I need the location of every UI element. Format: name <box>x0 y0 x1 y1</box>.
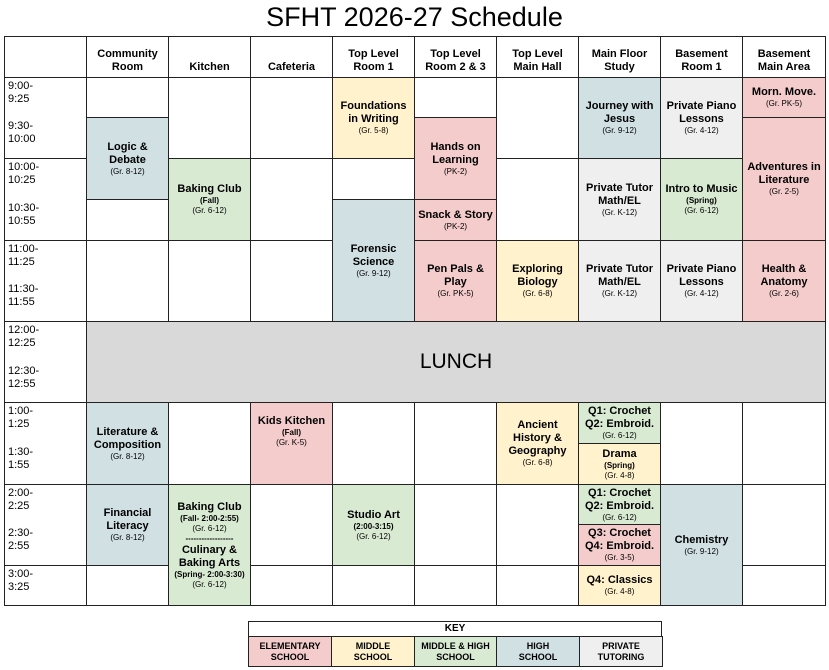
class-block <box>332 199 415 322</box>
class-grade: (PK-2) <box>443 166 468 176</box>
class-block <box>742 240 826 322</box>
key-item: ELEMENTARY SCHOOL <box>248 636 332 667</box>
time-label: 10:00- 10:25 <box>8 161 40 186</box>
room-header <box>578 36 661 78</box>
class-grade: (Gr. 6-8) <box>522 289 553 298</box>
page-title: SFHT 2026-27 Schedule <box>266 2 563 32</box>
time-label: 3:00- 3:25 <box>8 568 34 593</box>
color-key <box>248 621 662 667</box>
class-name: Q4: Classics <box>586 574 653 586</box>
time-label: 2:30- 2:55 <box>8 527 34 552</box>
time-block <box>4 158 87 241</box>
class-note: (Fall- 2:00-2:55) <box>180 513 239 523</box>
room-header-label: Top Level Room 2 & 3 <box>425 48 486 73</box>
empty-slot <box>742 484 826 566</box>
class-name: Q3: Crochet Q4: Embroid. <box>584 527 655 552</box>
class-block <box>250 402 333 485</box>
room-header <box>86 36 169 78</box>
class-block <box>168 484 251 606</box>
room-header-label: Kitchen <box>189 61 230 73</box>
key-title: KEY <box>248 621 662 637</box>
time-label: 2:00- 2:25 <box>8 487 34 512</box>
class-grade: (Gr. K-12) <box>601 289 638 298</box>
class-grade: (Gr. 3-5) <box>604 553 635 562</box>
class-grade: (Gr. 6-12) <box>192 579 227 589</box>
class-grade: (Gr. PK-5) <box>437 289 474 298</box>
time-label: 9:30- 10:00 <box>8 120 36 145</box>
empty-slot <box>660 402 743 485</box>
class-grade: (Gr. 6-12) <box>192 523 227 533</box>
time-block <box>4 321 87 403</box>
room-header-label: Cafeteria <box>267 61 316 73</box>
class-block <box>414 117 497 200</box>
time-block <box>4 484 87 566</box>
class-block <box>660 484 743 606</box>
class-name: Drama <box>602 447 637 460</box>
class-name: Private Tutor Math/EL <box>585 263 654 288</box>
empty-slot <box>496 484 579 566</box>
empty-slot <box>414 484 497 566</box>
class-name: Ancient History & Geography <box>508 419 567 457</box>
class-grade: (Gr. 6-12) <box>356 531 391 541</box>
class-grade: (Gr. 9-12) <box>356 268 391 278</box>
room-header-label: Top Level Main Hall <box>512 48 563 73</box>
empty-slot <box>414 402 497 485</box>
empty-slot <box>168 77 251 159</box>
class-note: (Fall) <box>199 196 220 205</box>
class-name: Hands on Learning <box>430 140 481 166</box>
room-header-label: Basement Room 1 <box>675 48 728 73</box>
room-header <box>414 36 497 78</box>
room-header <box>332 36 415 78</box>
class-grade: (Gr. PK-5) <box>765 99 802 108</box>
class-grade: (Gr. 6-12) <box>684 206 719 215</box>
class-grade: (Gr. 2-6) <box>769 289 799 298</box>
class-name: Private Piano Lessons <box>666 263 737 288</box>
time-label: 10:30- 10:55 <box>8 202 40 227</box>
empty-slot <box>742 402 826 485</box>
empty-slot <box>168 240 251 322</box>
class-name: Exploring Biology <box>512 263 563 288</box>
class-name: Adventures in Literature <box>747 161 821 186</box>
class-name: Q1: Crochet Q2: Embroid. <box>584 405 655 430</box>
class-grade: (Gr. 4-12) <box>684 126 719 135</box>
class-name: Logic & Debate <box>107 140 148 166</box>
empty-slot <box>496 77 579 159</box>
time-label: 11:30- 11:55 <box>8 283 39 308</box>
class-block <box>578 158 661 241</box>
empty-slot <box>250 240 333 322</box>
class-name: Chemistry <box>674 533 729 546</box>
room-header-label: Top Level Room 1 <box>348 48 399 73</box>
time-block <box>4 77 87 159</box>
class-name: Literature & Composition <box>93 425 162 451</box>
class-block <box>578 484 661 525</box>
time-block <box>4 565 87 606</box>
time-label: 9:00- 9:25 <box>8 80 34 105</box>
class-block <box>168 158 251 241</box>
class-grade: (Gr. K-12) <box>601 207 638 217</box>
class-note: (Spring- 2:00-3:30) <box>174 569 245 579</box>
class-grade: (Gr. 6-8) <box>522 458 553 467</box>
class-divider: ------------------ <box>185 533 234 543</box>
time-label: 11:00- 11:25 <box>8 243 39 268</box>
class-block <box>332 484 415 566</box>
class-block <box>86 484 169 566</box>
time-label: 1:30- 1:55 <box>8 446 34 471</box>
room-header <box>742 36 826 78</box>
class-name: Snack & Story <box>418 208 493 221</box>
lunch-label: LUNCH <box>419 350 493 373</box>
empty-slot <box>496 158 579 241</box>
class-block <box>660 77 743 159</box>
class-block <box>414 199 497 241</box>
empty-slot <box>332 402 415 485</box>
empty-slot <box>86 240 169 322</box>
class-block <box>742 77 826 118</box>
time-block <box>4 240 87 322</box>
class-block <box>496 402 579 485</box>
class-block <box>578 443 661 485</box>
class-name: Culinary & Baking Arts <box>178 543 241 569</box>
empty-slot <box>742 565 826 606</box>
class-block <box>578 402 661 444</box>
class-name: Journey with Jesus <box>585 100 654 125</box>
class-note: (Spring) <box>686 196 717 205</box>
empty-slot <box>250 565 333 606</box>
empty-slot <box>86 565 169 606</box>
class-note: (2:00-3:15) <box>353 521 394 531</box>
class-name: Baking Club <box>177 183 242 195</box>
empty-slot <box>168 402 251 485</box>
class-grade: (Gr. 4-8) <box>604 470 635 480</box>
class-note: (Fall) <box>281 428 302 437</box>
class-grade: (Gr. 5-8) <box>358 126 389 135</box>
empty-slot <box>414 565 497 606</box>
time-label: 12:30- 12:55 <box>8 365 40 390</box>
empty-slot <box>250 158 333 241</box>
room-header <box>496 36 579 78</box>
class-grade: (Gr. 9-12) <box>602 126 637 135</box>
empty-slot <box>496 565 579 606</box>
class-name: Baking Club <box>177 500 242 513</box>
class-grade: (Gr. 4-12) <box>684 289 719 298</box>
time-label: 12:00- 12:25 <box>8 324 40 349</box>
room-header <box>168 36 251 78</box>
class-grade: (Gr. 4-8) <box>604 587 635 596</box>
class-name: Q1: Crochet Q2: Embroid. <box>584 486 655 512</box>
class-note: (Spring) <box>604 460 635 470</box>
time-label: 1:00- 1:25 <box>8 405 34 430</box>
class-name: Intro to Music <box>665 183 738 195</box>
class-block <box>496 240 579 322</box>
class-block <box>742 117 826 241</box>
class-block <box>86 117 169 200</box>
room-header-label: Main Floor Study <box>591 48 648 73</box>
empty-slot <box>250 77 333 159</box>
class-block <box>414 240 497 322</box>
class-block <box>86 402 169 485</box>
class-name: Pen Pals & Play <box>427 263 484 288</box>
class-grade: (Gr. 6-12) <box>602 512 637 522</box>
room-header-label: Community Room <box>97 48 158 73</box>
class-name: Studio Art <box>347 508 400 521</box>
key-item: HIGH SCHOOL <box>496 636 580 667</box>
class-block <box>578 240 661 322</box>
time-block <box>4 402 87 485</box>
class-name: Foundations in Writing <box>340 100 407 125</box>
empty-slot <box>250 484 333 566</box>
class-grade: (Gr. 9-12) <box>684 546 719 556</box>
class-grade: (Gr. 2-5) <box>769 187 799 196</box>
class-name: Private Piano Lessons <box>666 100 737 125</box>
empty-slot <box>332 565 415 606</box>
lunch-block <box>86 321 826 403</box>
class-name: Morn. Move. <box>751 86 817 98</box>
class-grade: (Gr. 6-12) <box>602 431 637 440</box>
class-grade: (Gr. 8-12) <box>110 451 145 461</box>
class-name: Health & Anatomy <box>760 263 808 288</box>
class-grade: (Gr. 6-12) <box>192 206 227 215</box>
room-header-label: Basement Main Area <box>757 48 811 73</box>
room-header <box>660 36 743 78</box>
corner-cell <box>4 36 87 78</box>
key-item: PRIVATE TUTORING <box>579 636 663 667</box>
class-grade: (PK-2) <box>443 221 468 231</box>
class-grade: (Gr. K-5) <box>276 438 307 447</box>
class-name: Private Tutor Math/EL <box>585 181 654 207</box>
key-item: MIDDLE SCHOOL <box>331 636 415 667</box>
class-block <box>660 240 743 322</box>
class-grade: (Gr. 8-12) <box>110 533 145 542</box>
class-name: Financial Literacy <box>103 507 152 532</box>
class-name: Forensic Science <box>350 242 397 268</box>
class-block <box>660 158 743 241</box>
class-block <box>578 77 661 159</box>
class-block <box>578 565 661 606</box>
class-block <box>578 524 661 566</box>
class-name: Kids Kitchen <box>257 415 326 427</box>
room-header <box>250 36 333 78</box>
class-grade: (Gr. 8-12) <box>110 166 145 176</box>
key-item: MIDDLE & HIGH SCHOOL <box>414 636 497 667</box>
class-block <box>332 77 415 159</box>
